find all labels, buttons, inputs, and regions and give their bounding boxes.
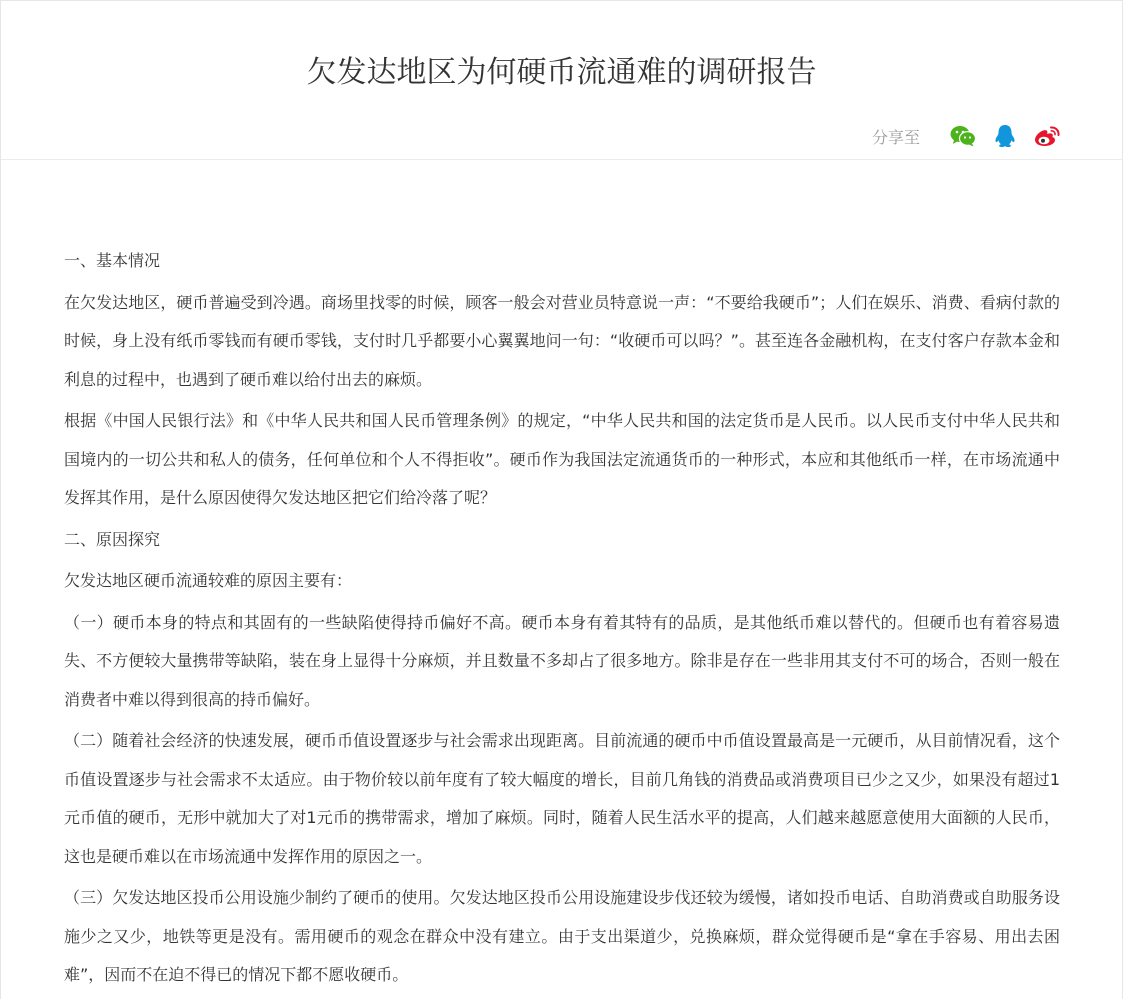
share-label: 分享至: [871, 127, 920, 147]
wechat-icon-glyph: [950, 125, 976, 147]
wechat-icon[interactable]: [950, 123, 976, 149]
share-bar: [872, 121, 1060, 151]
weibo-icon[interactable]: [1034, 123, 1060, 149]
section-heading-causes: 二、原因探究: [64, 529, 161, 549]
paragraph: 根据《中国人民银行法》和《中华人民共和国人民币管理条例》的规定，“中华人民共和国的法定货币是人民币。以人民币支付中华人民共和国境内的一切公共和私人的债务，任何单位和个人不得拒收”。硬币作为我国法定流通货币的一种形式，本应和其他纸币一样，在市场流通中发挥其作用，是什么原因使得欠发达地区把它们给冷落了呢？: [64, 411, 1060, 507]
article-title: 欠发达地区为何硬币流通难的调研报告: [306, 55, 817, 90]
qq-icon-glyph: [994, 124, 1016, 148]
paragraph: （二）随着社会经济的快速发展，硬币币值设置逐步与社会需求出现距离。目前流通的硬币中币值设置最高是一元硬币，从目前情况看，这个币值设置逐步与社会需求不太适应。由于物价较以前年度有了较大幅度的增长，目前几角钱的消费品或消费项目已少之又少，如果没有超过1元币值的硬币，无形中就加大了对1元币的携带需求，增加了麻烦。同时，随着人民生活水平的提高，人们越来越愿意使用大面额的人民币，这也是硬币难以在市场流通中发挥作用的原因之一。: [64, 731, 1060, 866]
weibo-icon-glyph: [1034, 125, 1060, 147]
paragraph: 欠发达地区硬币流通较难的原因主要有：: [64, 571, 353, 590]
article-header: [1, 1, 1122, 160]
section-heading-basic: 一、基本情况: [64, 251, 161, 270]
qq-icon[interactable]: [992, 123, 1018, 149]
paragraph: （一）硬币本身的特点和其固有的一些缺陷使得持币偏好不高。硬币本身有着其特有的品质，是其他纸币难以替代的。但硬币也有着容易遗失、不方便较大量携带等缺陷，装在身上显得十分麻烦，并且数量不多却占了很多地方。除非是存在一些非用其支付不可的场合，否则一般在消费者中难以得到很高的持币偏好。: [64, 612, 1060, 709]
paragraph: （三）欠发达地区投币公用设施少制约了硬币的使用。欠发达地区投币公用设施建设步伐还较为缓慢，诸如投币电话、自助消费或自助服务设施少之又少，地铁等更是没有。需用硬币的观念在群众中没有建立。由于支出渠道少，兑换麻烦，群众觉得硬币是“拿在手容易、用出去困难”，因而不在迫不得已的情况下都不愿收硬币。: [64, 888, 1060, 984]
paragraph: 在欠发达地区，硬币普遍受到冷遇。商场里找零的时候，顾客一般会对营业员特意说一声：“不要给我硬币”；人们在娱乐、消费、看病付款的时候，身上没有纸币零钱而有硬币零钱，支付时几乎都要小心翼翼地问一句：“收硬币可以吗？”。甚至连各金融机构，在支付客户存款本金和利息的过程中，也遇到了硬币难以给付出去的麻烦。: [64, 292, 1060, 389]
article-body: [64, 242, 1060, 998]
